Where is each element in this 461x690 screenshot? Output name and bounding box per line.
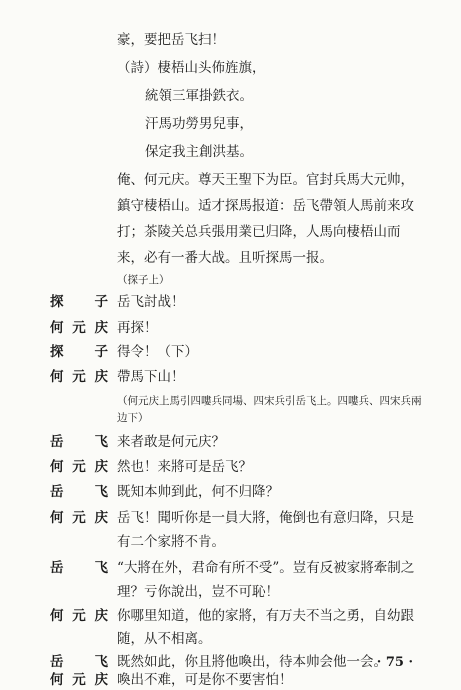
speaker-name: 岳飞 [50,560,108,576]
dialogue-text: 有二个家將不肯。 [117,534,225,550]
speaker-name: 岳飞 [50,654,108,670]
line-text: 汗馬功勞男兒事， [145,116,253,132]
stage-direction-text: （何元庆上馬引四嘍兵同場、四宋兵引岳飞上。四嘍兵、四宋兵兩 [117,395,422,407]
page-number: · 75 · [376,655,413,670]
speaker-name: 岳飞 [50,434,108,450]
speaker-name: 探子 [50,344,108,360]
speaker-name: 何元庆 [50,369,108,385]
speaker-name: 何元庆 [50,608,108,624]
dialogue-text: 你哪里知道，他的家將，有万夫不当之勇，自幼跟 [117,608,414,624]
dialogue-text: 岳飞討战！ [117,294,185,310]
speaker-name: 何元庆 [50,459,108,475]
dialogue-text: 再探！ [117,320,158,336]
line-text: 俺、何元庆。尊天王聖下为臣。官封兵馬大元帅， [117,172,414,188]
speaker-name: 岳飞 [50,484,108,500]
dialogue-text: 既知本帅到此，何不归降？ [117,484,279,500]
dialogue-text: 然也！来將可是岳飞？ [117,459,252,475]
line-text: （詩）棲梧山头佈旌旗， [117,60,266,76]
speaker-name: 何元庆 [50,672,108,688]
dialogue-text: 随，从不相离。 [117,631,212,647]
stage-direction-text: （探子上） [117,274,170,286]
speaker-name: 何元庆 [50,320,108,336]
line-text: 保定我主創洪基。 [145,144,253,160]
dialogue-text: 来者敢是何元庆？ [117,434,225,450]
line-text: 統領三軍掛鉄衣。 [145,88,253,104]
dialogue-text: 岳飞！聞听你是一員大將，俺倒也有意归降，只是 [117,510,414,526]
stage-direction-text: 边下） [117,412,149,424]
dialogue-text: “大將在外，君命有所不受”。豈有反被家將牽制之 [117,560,415,576]
line-text: 来，必有一番大战。且听探馬一报。 [117,250,333,266]
dialogue-text: 理？亏你說出，豈不可恥！ [117,584,279,600]
speaker-name: 何元庆 [50,510,108,526]
line-text: 打；茶陵关总兵張用業已归降，人馬向棲梧山而 [117,224,401,240]
line-text: 豪，要把岳飞扫！ [117,32,225,48]
speaker-name: 探子 [50,294,108,310]
line-text: 鎮守棲梧山。适才探馬报道：岳飞帶領人馬前来攻 [117,198,414,214]
dialogue-text: 既然如此，你且將他喚出，待本帅会他一会。 [117,654,387,670]
dialogue-text: 帶馬下山！ [117,369,185,385]
dialogue-text: 喚出不难，可是你不要害怕！ [117,672,293,688]
dialogue-text: 得令！（下） [117,344,198,360]
